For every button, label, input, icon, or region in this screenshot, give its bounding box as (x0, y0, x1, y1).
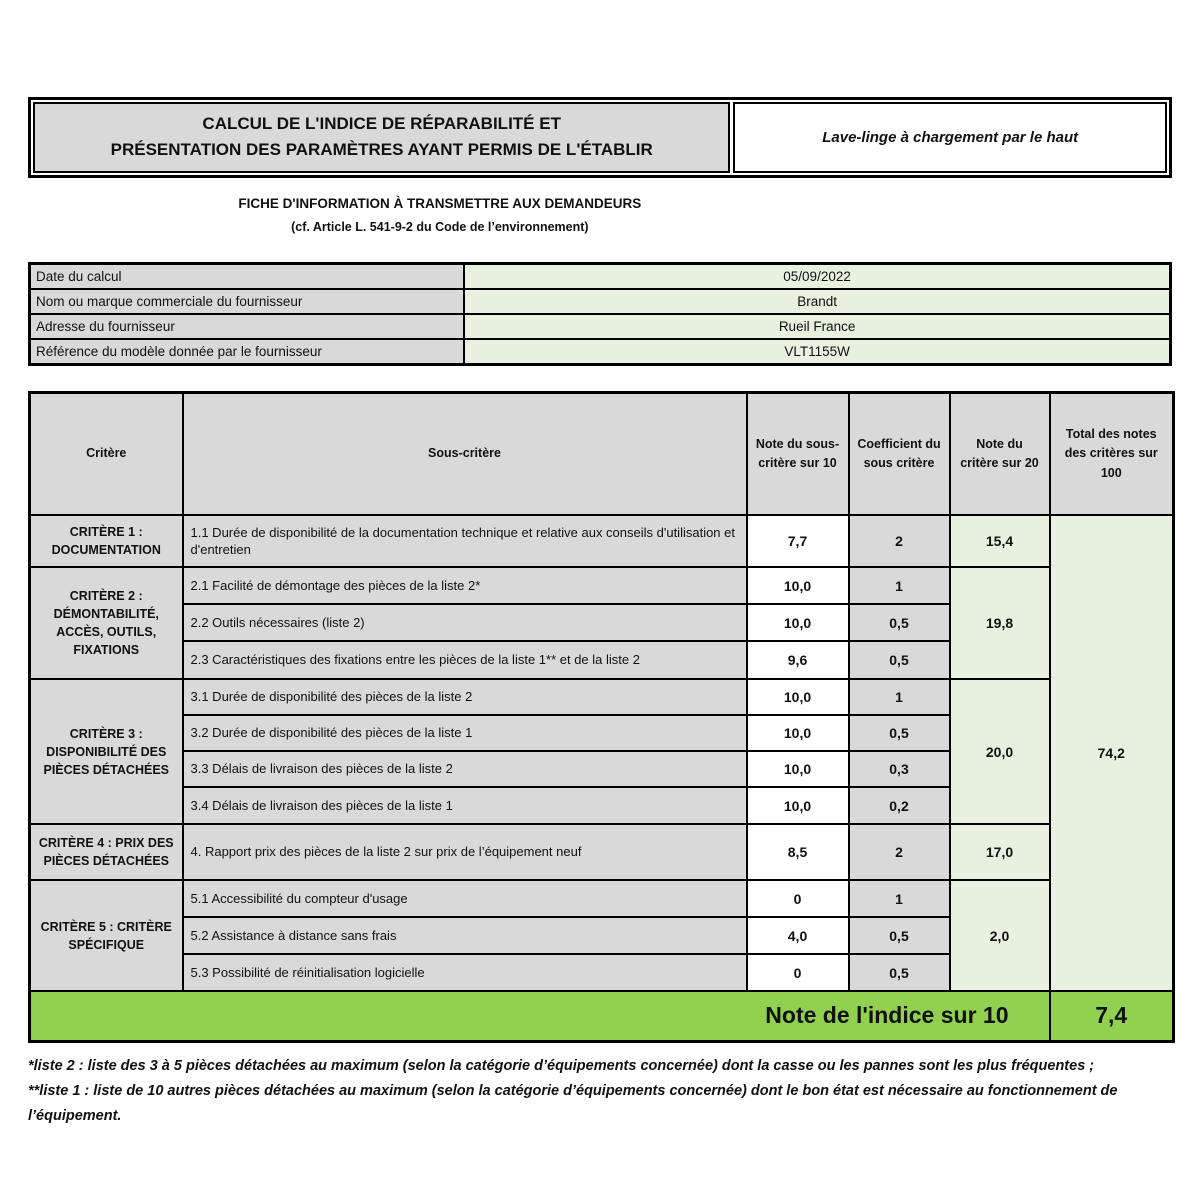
supplier-info-table (28, 262, 1172, 366)
coef-5-3: 0,5 (849, 954, 950, 991)
total-notes-100: 74,2 (1050, 515, 1174, 991)
note10-5-2: 4,0 (747, 917, 849, 954)
note20-criterion-1: 15,4 (950, 515, 1050, 567)
header-sous-critere: Sous-critère (183, 392, 747, 515)
info-value-model-reference: VLT1155W (464, 339, 1170, 365)
coef-5-1: 1 (849, 880, 950, 917)
note10-3-1: 10,0 (747, 679, 849, 715)
note10-2-2: 10,0 (747, 604, 849, 641)
note20-criterion-3: 20,0 (950, 679, 1050, 824)
info-value-supplier-name: Brandt (464, 289, 1170, 314)
coef-3-4: 0,2 (849, 787, 950, 824)
header-note-critere: Note du critère sur 20 (950, 392, 1050, 515)
note10-5-1: 0 (747, 880, 849, 917)
note10-1-1: 7,7 (747, 515, 849, 567)
info-value-date: 05/09/2022 (464, 263, 1170, 289)
coef-4: 2 (849, 824, 950, 880)
criterion-4-name: CRITÈRE 4 : PRIX DES PIÈCES DÉTACHÉES (30, 824, 183, 880)
header-coefficient: Coefficient du sous critère (849, 392, 950, 515)
note20-criterion-2: 19,8 (950, 567, 1050, 679)
info-label-model-reference: Référence du modèle donnée par le fournisseur (30, 339, 465, 365)
coef-3-2: 0,5 (849, 715, 950, 751)
subtitle-block (28, 196, 852, 234)
table-row (30, 339, 1171, 365)
score-table-header-row (30, 392, 1174, 515)
header-note-sous-critere: Note du sous-critère sur 10 (747, 392, 849, 515)
sub-criterion-3-1: 3.1 Durée de disponibilité des pièces de la liste 2 (183, 679, 747, 715)
coef-2-2: 0,5 (849, 604, 950, 641)
info-label-supplier-address: Adresse du fournisseur (30, 314, 465, 339)
info-label-date: Date du calcul (30, 263, 465, 289)
info-value-supplier-address: Rueil France (464, 314, 1170, 339)
note10-4: 8,5 (747, 824, 849, 880)
document-title-line2: PRÉSENTATION DES PARAMÈTRES AYANT PERMIS DE L'ÉTABLIR (110, 140, 653, 160)
criterion-1-name: CRITÈRE 1 : DOCUMENTATION (30, 515, 183, 567)
info-label-supplier-name: Nom ou marque commerciale du fournisseur (30, 289, 465, 314)
table-row (30, 289, 1171, 314)
note20-criterion-4: 17,0 (950, 824, 1050, 880)
footnotes (28, 1054, 1172, 1130)
coef-2-1: 1 (849, 567, 950, 604)
sub-criterion-2-3: 2.3 Caractéristiques des fixations entre les pièces de la liste 1** et de la liste 2 (183, 641, 747, 679)
sub-criterion-3-3: 3.3 Délais de livraison des pièces de la liste 2 (183, 751, 747, 787)
table-row (30, 567, 1174, 604)
table-row (30, 679, 1174, 715)
note20-criterion-5: 2,0 (950, 880, 1050, 991)
sub-criterion-1-1: 1.1 Durée de disponibilité de la documentation technique et relative aux conseils d'utilisation et d'entretien (183, 515, 747, 567)
note10-3-2: 10,0 (747, 715, 849, 751)
sub-criterion-2-1: 2.1 Facilité de démontage des pièces de la liste 2* (183, 567, 747, 604)
sub-criterion-2-2: 2.2 Outils nécessaires (liste 2) (183, 604, 747, 641)
table-row (30, 824, 1174, 880)
sub-criterion-5-3: 5.3 Possibilité de réinitialisation logicielle (183, 954, 747, 991)
document-title-box (33, 102, 730, 173)
note10-2-3: 9,6 (747, 641, 849, 679)
note10-5-3: 0 (747, 954, 849, 991)
table-row (30, 880, 1174, 917)
header-total: Total des notes des critères sur 100 (1050, 392, 1174, 515)
index-row (30, 991, 1174, 1041)
sub-criterion-5-1: 5.1 Accessibilité du compteur d'usage (183, 880, 747, 917)
subtitle-line2: (cf. Article L. 541-9-2 du Code de l’environnement) (291, 219, 589, 234)
coef-3-3: 0,3 (849, 751, 950, 787)
score-table (28, 391, 1175, 1043)
sub-criterion-3-2: 3.2 Durée de disponibilité des pièces de la liste 1 (183, 715, 747, 751)
footnote-liste2: *liste 2 : liste des 3 à 5 pièces détachées au maximum (selon la catégorie d’équipements concernée) dont la casse ou les pannes sont les plus fréquentes ; (28, 1057, 1095, 1074)
criterion-3-name: CRITÈRE 3 : DISPONIBILITÉ DES PIÈCES DÉTACHÉES (30, 679, 183, 824)
table-row (30, 515, 1174, 567)
coef-3-1: 1 (849, 679, 950, 715)
coef-2-3: 0,5 (849, 641, 950, 679)
index-label: Note de l'indice sur 10 (30, 991, 1050, 1041)
criterion-5-name: CRITÈRE 5 : CRITÈRE SPÉCIFIQUE (30, 880, 183, 991)
note10-2-1: 10,0 (747, 567, 849, 604)
note10-3-3: 10,0 (747, 751, 849, 787)
document-title-line1: CALCUL DE L'INDICE DE RÉPARABILITÉ ET (202, 114, 561, 133)
header-critere: Critère (30, 392, 183, 515)
coef-1-1: 2 (849, 515, 950, 567)
sub-criterion-3-4: 3.4 Délais de livraison des pièces de la liste 1 (183, 787, 747, 824)
table-row (30, 263, 1171, 289)
note10-3-4: 10,0 (747, 787, 849, 824)
sub-criterion-5-2: 5.2 Assistance à distance sans frais (183, 917, 747, 954)
index-value: 7,4 (1050, 991, 1174, 1041)
criterion-2-name: CRITÈRE 2 : DÉMONTABILITÉ, ACCÈS, OUTILS, FIXATIONS (30, 567, 183, 679)
product-category-box (733, 102, 1167, 173)
header-frame (28, 97, 1172, 178)
footnote-liste1: **liste 1 : liste de 10 autres pièces détachées au maximum (selon la catégorie d’équipements concernée) dont le bon état est nécessaire au fonctionnement de l’équipement. (28, 1083, 1118, 1125)
subtitle-line1: FICHE D'INFORMATION À TRANSMETTRE AUX DEMANDEURS (238, 195, 642, 211)
table-row (30, 314, 1171, 339)
coef-5-2: 0,5 (849, 917, 950, 954)
product-category-label: Lave-linge à chargement par le haut (822, 128, 1079, 146)
sub-criterion-4: 4. Rapport prix des pièces de la liste 2 sur prix de l’équipement neuf (183, 824, 747, 880)
